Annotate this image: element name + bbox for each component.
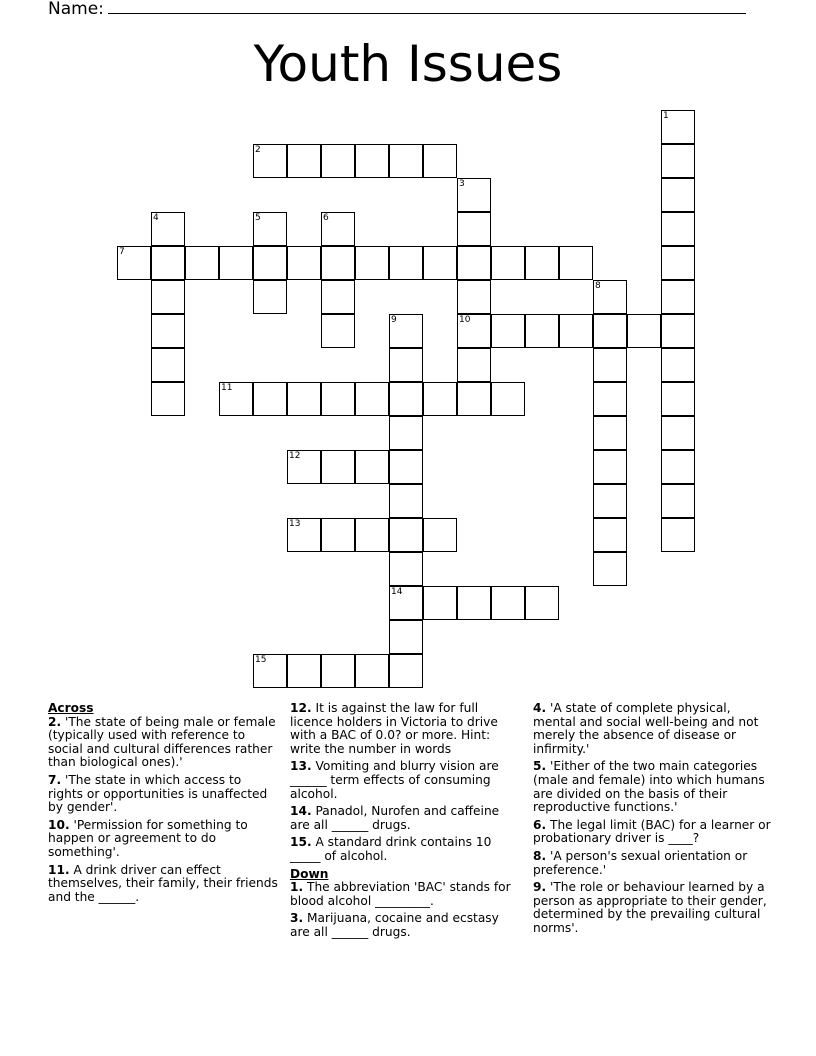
grid-cell[interactable]	[253, 144, 287, 178]
clue-number: 6	[323, 213, 329, 223]
grid-cell[interactable]	[491, 586, 525, 620]
clue-number: 9	[391, 315, 397, 325]
grid-cell[interactable]	[661, 246, 695, 280]
grid-cell[interactable]	[219, 382, 253, 416]
grid-cell[interactable]	[627, 314, 661, 348]
grid-cell[interactable]	[423, 246, 457, 280]
grid-cell[interactable]	[661, 484, 695, 518]
grid-cell[interactable]	[287, 450, 321, 484]
grid-cell[interactable]	[355, 518, 389, 552]
grid-cell[interactable]	[355, 246, 389, 280]
grid-cell[interactable]	[321, 654, 355, 688]
grid-cell[interactable]	[593, 348, 627, 382]
grid-cell[interactable]	[593, 280, 627, 314]
grid-cell[interactable]	[151, 348, 185, 382]
grid-cell[interactable]	[491, 246, 525, 280]
clue-down-8: 8. 'A person's sexual orientation or preference.'	[533, 848, 748, 877]
grid-cell[interactable]	[661, 280, 695, 314]
grid-cell[interactable]	[559, 314, 593, 348]
clue-across-2: 2. 'The state of being male or female (typically used with reference to social and cultural differences rather than biological ones).'	[48, 714, 276, 770]
clue-across-7: 7. 'The state in which access to rights or opportunities is unaffected by gender'.	[48, 772, 268, 815]
grid-cell[interactable]	[287, 654, 321, 688]
grid-cell[interactable]	[389, 484, 423, 518]
grid-cell[interactable]	[151, 246, 185, 280]
grid-cell[interactable]	[389, 586, 423, 620]
grid-cell[interactable]	[151, 314, 185, 348]
grid-cell[interactable]	[151, 212, 185, 246]
grid-cell[interactable]	[389, 450, 423, 484]
name-label: Name:	[48, 0, 104, 19]
clue-number: 10	[459, 315, 471, 325]
grid-cell[interactable]	[661, 178, 695, 212]
clue-number: 11	[221, 383, 233, 393]
grid-cell[interactable]	[661, 110, 695, 144]
grid-cell[interactable]	[423, 518, 457, 552]
grid-cell[interactable]	[389, 654, 423, 688]
grid-cell[interactable]	[457, 246, 491, 280]
clue-number: 5	[255, 213, 261, 223]
grid-cell[interactable]	[389, 518, 423, 552]
grid-cell[interactable]	[151, 382, 185, 416]
grid-cell[interactable]	[253, 212, 287, 246]
grid-cell[interactable]	[661, 416, 695, 450]
clue-number: 13	[289, 519, 301, 529]
clue-column-1	[48, 702, 280, 908]
grid-cell[interactable]	[253, 382, 287, 416]
clue-down-4: 4. 'A state of complete physical, mental and social well-being and not merely the absence of disease or infirmity.'	[533, 701, 759, 756]
grid-cell[interactable]	[559, 246, 593, 280]
grid-cell[interactable]	[355, 144, 389, 178]
grid-cell[interactable]	[321, 144, 355, 178]
clue-number: 3	[459, 179, 465, 189]
clue-number: 15	[255, 655, 267, 665]
clue-across-13: 13. Vomiting and blurry vision are ______ term effects of consuming alcohol.	[290, 759, 499, 801]
grid-cell[interactable]	[253, 280, 287, 314]
grid-cell[interactable]	[525, 314, 559, 348]
grid-cell[interactable]	[389, 348, 423, 382]
grid-cell[interactable]	[321, 280, 355, 314]
grid-cell[interactable]	[491, 382, 525, 416]
grid-cell[interactable]	[661, 518, 695, 552]
grid-cell[interactable]	[593, 314, 627, 348]
grid-cell[interactable]	[661, 314, 695, 348]
clue-number: 1	[663, 111, 669, 121]
grid-cell[interactable]	[661, 382, 695, 416]
grid-cell[interactable]	[389, 416, 423, 450]
clue-number: 4	[153, 213, 159, 223]
grid-cell[interactable]	[593, 416, 627, 450]
grid-cell[interactable]	[525, 586, 559, 620]
clue-across-11: 11. A drink driver can effect themselves, their family, their friends and the ______.	[48, 862, 278, 904]
page-title: Youth Issues	[253, 35, 563, 93]
grid-cell[interactable]	[457, 314, 491, 348]
clue-number: 8	[595, 281, 601, 291]
grid-cell[interactable]	[253, 246, 287, 280]
grid-cell[interactable]	[593, 552, 627, 586]
grid-cell[interactable]	[321, 212, 355, 246]
grid-cell[interactable]	[321, 246, 355, 280]
grid-cell[interactable]	[185, 246, 219, 280]
clue-column-2	[290, 702, 522, 944]
grid-cell[interactable]	[491, 314, 525, 348]
grid-cell[interactable]	[287, 382, 321, 416]
grid-cell[interactable]	[525, 246, 559, 280]
grid-cell[interactable]	[661, 212, 695, 246]
grid-cell[interactable]	[457, 586, 491, 620]
grid-cell[interactable]	[457, 382, 491, 416]
grid-cell[interactable]	[661, 450, 695, 484]
grid-cell[interactable]	[355, 654, 389, 688]
grid-cell[interactable]	[593, 484, 627, 518]
grid-cell[interactable]	[219, 246, 253, 280]
grid-cell[interactable]	[593, 518, 627, 552]
clue-down-9: 9. 'The role or behaviour learned by a person as appropriate to their gender, determined by the prevailing cultural norms'.	[533, 880, 767, 935]
grid-cell[interactable]	[661, 348, 695, 382]
grid-cell[interactable]	[389, 144, 423, 178]
grid-cell[interactable]	[355, 382, 389, 416]
grid-cell[interactable]	[593, 382, 627, 416]
clue-number: 14	[391, 587, 403, 597]
grid-cell[interactable]	[389, 314, 423, 348]
grid-cell[interactable]	[457, 178, 491, 212]
grid-cell[interactable]	[389, 620, 423, 654]
grid-cell[interactable]	[423, 144, 457, 178]
grid-cell[interactable]	[287, 246, 321, 280]
clue-down-5: 5. 'Either of the two main categories (male and female) into which humans are divided on the basis of their reproductive functions.'	[533, 759, 765, 815]
clue-across-14: 14. Panadol, Nurofen and caffeine are all ______ drugs.	[290, 804, 500, 832]
grid-cell[interactable]	[253, 654, 287, 688]
grid-cell[interactable]	[457, 280, 491, 314]
clue-column-3	[533, 702, 773, 940]
grid-cell[interactable]	[423, 382, 457, 416]
grid-cell[interactable]	[321, 382, 355, 416]
clue-across-10: 10. 'Permission for something to happen or agreement to do something'.	[48, 817, 248, 859]
clue-down-1: 1. The abbreviation 'BAC' stands for blood alcohol _________.	[290, 880, 511, 908]
grid-cell[interactable]	[321, 518, 355, 552]
clue-across-12: 12. It is against the law for full licence holders in Victoria to drive with a BAC of 0.0? or more. Hint: write the number in words	[290, 701, 498, 756]
clue-down-6: 6. The legal limit (BAC) for a learner or probationary driver is ____?	[533, 817, 771, 846]
grid-cell[interactable]	[457, 348, 491, 382]
grid-cell[interactable]	[661, 144, 695, 178]
grid-cell[interactable]	[389, 552, 423, 586]
grid-cell[interactable]	[389, 246, 423, 280]
grid-cell[interactable]	[423, 586, 457, 620]
down-heading: Down	[290, 866, 329, 881]
clue-across-15: 15. A standard drink contains 10 _____ of alcohol.	[290, 835, 492, 863]
clue-number: 7	[119, 247, 125, 257]
grid-cell[interactable]	[389, 382, 423, 416]
grid-cell[interactable]	[355, 450, 389, 484]
grid-cell[interactable]	[457, 212, 491, 246]
grid-cell[interactable]	[321, 450, 355, 484]
clue-down-3: 3. Marijuana, cocaine and ecstasy are all ______ drugs.	[290, 911, 499, 939]
grid-cell[interactable]	[117, 246, 151, 280]
grid-cell[interactable]	[287, 144, 321, 178]
clue-number: 12	[289, 451, 301, 461]
grid-cell[interactable]	[287, 518, 321, 552]
across-heading: Across	[48, 701, 94, 715]
grid-cell[interactable]	[151, 280, 185, 314]
clue-number: 2	[255, 145, 261, 155]
grid-cell[interactable]	[593, 450, 627, 484]
grid-cell[interactable]	[321, 314, 355, 348]
